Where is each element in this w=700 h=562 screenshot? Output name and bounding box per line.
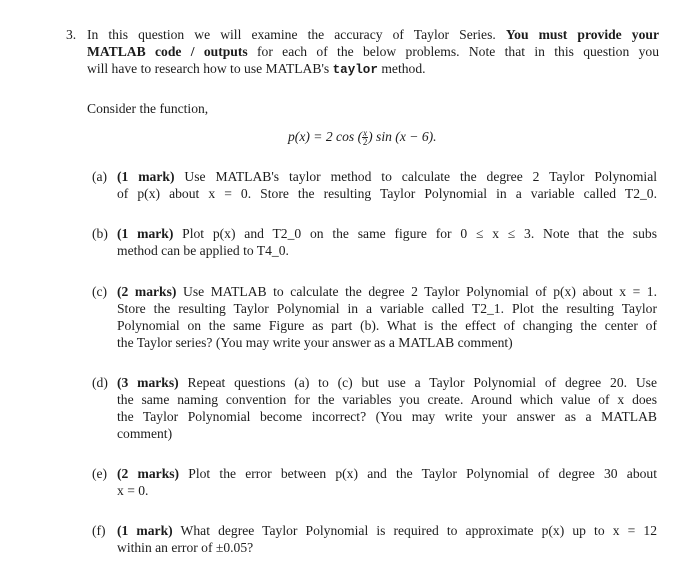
- part-b-label: (b): [92, 226, 108, 241]
- part-a-text: (1 mark) Use MATLAB's taylor method to calculate the degree 2 Taylor Polynomial of p(x) about x = 0. Store the resulting Taylor Polynomial in a variable called T2_0.: [117, 169, 658, 201]
- intro-line-1: In this question we will examine the accuracy of Taylor Series. You must provide your: [87, 27, 659, 42]
- part-e-text: (2 marks) Plot the error between p(x) and the Taylor Polynomial of degree 30 about x = 0.: [117, 466, 657, 498]
- part-d-label: (d): [92, 375, 108, 390]
- equation-lhs: p(x) = 2 cos: [288, 129, 355, 144]
- part-b-text: (1 mark) Plot p(x) and T2_0 on the same figure for 0 ≤ x ≤ 3. Note that the subs method can be applied to T4_0.: [117, 226, 657, 258]
- intro-line-2: MATLAB code / outputs for each of the below problems. Note that in this question you: [87, 44, 659, 59]
- part-c-label: (c): [92, 284, 108, 299]
- part-f-label: (f): [92, 523, 106, 538]
- intro-line-3: will have to research how to use MATLAB's taylor method.: [87, 61, 426, 77]
- consider-text: Consider the function,: [87, 101, 209, 116]
- equation-rhs: sin (x − 6).: [376, 129, 437, 144]
- part-d-text: (3 marks) Repeat questions (a) to (c) but use a Taylor Polynomial of degree 20. Use the same naming convention for the variables you create. Around which value of x does the Taylor Polynomial become incorrect? (You may write your answer as a MATLAB comment): [117, 375, 657, 441]
- part-a-label: (a): [92, 169, 108, 184]
- part-e-label: (e): [92, 466, 108, 481]
- part-f-text: (1 mark) What degree Taylor Polynomial is required to approximate p(x) up to x = 12 within an error of ±0.05?: [117, 523, 657, 555]
- equation-fraction: $\frac{x}{2}$: [362, 128, 368, 148]
- part-c-text: (2 marks) Use MATLAB to calculate the degree 2 Taylor Polynomial of p(x) about x = 1. Store the resulting Taylor Polynomial in a variable called T2_1. Plot the resulting Taylor Polynomial on the same Figure as part (b). What is the effect of changing the center of the Taylor series? (You may write your answer as a MATLAB comment): [117, 284, 657, 350]
- function-equation: p(x) = 2 cos ( $\frac{x}{2}$ ) sin (x − 6).: [288, 128, 437, 148]
- question-intro: [87, 26, 659, 79]
- question-number: 3.: [66, 27, 77, 42]
